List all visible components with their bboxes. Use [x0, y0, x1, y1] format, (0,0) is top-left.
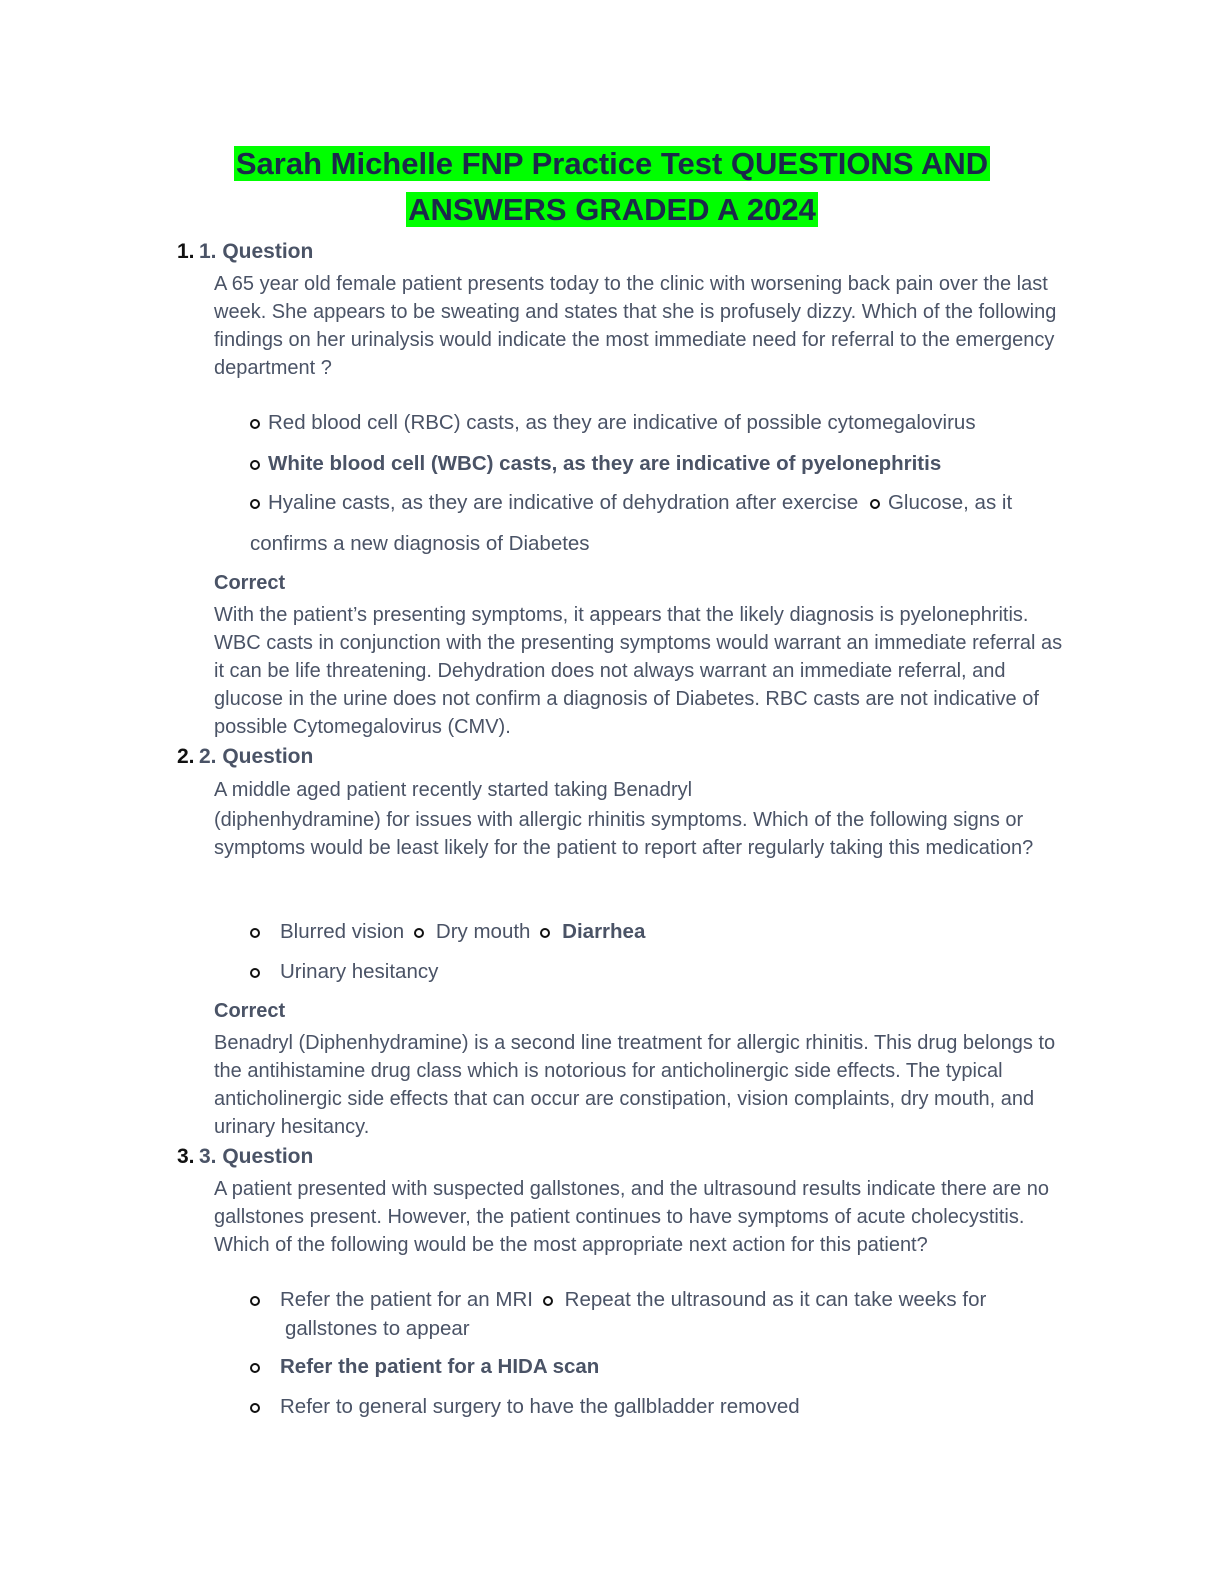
question-3-heading [177, 1145, 313, 1169]
question-2-correct-label: Correct [214, 1000, 286, 1022]
circle-bullet-icon [414, 928, 424, 938]
question-2-options-row [250, 920, 645, 944]
circle-bullet-icon [250, 499, 260, 509]
question-2-option-1: Blurred vision [280, 920, 405, 943]
question-3-option-4: Refer to general surgery to have the gallbladder removed [250, 1395, 800, 1419]
circle-bullet-icon [250, 968, 260, 978]
document-title-line-1: Sarah Michelle FNP Practice Test QUESTIONS AND [235, 146, 989, 181]
question-2-heading [177, 745, 313, 769]
question-2-text-line-1: A middle aged patient recently started taking Benadryl [214, 779, 693, 801]
question-1-text: A 65 year old female patient presents today to the clinic with worsening back pain over the last week. She appears to be sweating and states that she is profusely dizzy. Which of the following findings on her urinalysis would indicate the most immediate need for referral to the emergency department ? [214, 273, 1057, 379]
question-2-explanation: Benadryl (Diphenhydramine) is a second line treatment for allergic rhinitis. This drug belongs to the antihistamine drug class which is notorious for anticholinergic side effects. The typical anticholinergic side effects that can occur are constipation, vision complaints, dry mouth, and urinary hesitancy. [214, 1032, 1056, 1138]
question-3-option-2: Repeat the ultrasound as it can take weeks for [564, 1288, 987, 1311]
question-1-correct-label: Correct [214, 572, 286, 594]
circle-bullet-icon [870, 499, 880, 509]
question-1-option-1: Red blood cell (RBC) casts, as they are indicative of possible cytomegalovirus [250, 411, 976, 435]
circle-bullet-icon [250, 419, 260, 429]
question-1-explanation: With the patient’s presenting symptoms, it appears that the likely diagnosis is pyelonephritis. WBC casts in conjunction with the presenting symptoms would warrant an immediate referral as it can be life threatening. Dehydration does not always warrant an immediate referral, and glucose in the urine does not confirm a diagnosis of Diabetes. RBC casts are not indicative of possible Cytomegalovirus (CMV). [214, 604, 1063, 738]
question-3-text: A patient presented with suspected gallstones, and the ultrasound results indicate there are no gallstones present. However, the patient continues to have symptoms of acute cholecystitis. Which of the following would be the most appropriate next action for this patient? [214, 1178, 1049, 1256]
question-1-option-4-continued: confirms a new diagnosis of Diabetes [250, 532, 590, 555]
question-2-option-4: Urinary hesitancy [250, 960, 438, 984]
circle-bullet-icon [250, 928, 260, 938]
circle-bullet-icon [543, 1296, 553, 1306]
question-number: 2. [177, 745, 195, 768]
question-number: 3. [177, 1145, 195, 1168]
question-3-option-1: Refer the patient for an MRI [280, 1288, 533, 1311]
question-number: 1. [177, 240, 195, 263]
question-label: 1. Question [198, 240, 314, 263]
question-3-options-row [250, 1288, 986, 1312]
question-2-option-3-answer: Diarrhea [562, 920, 646, 943]
question-1-heading [177, 240, 313, 264]
circle-bullet-icon [250, 1363, 260, 1373]
question-1-option-2-answer: White blood cell (WBC) casts, as they are indicative of pyelonephritis [250, 452, 941, 476]
circle-bullet-icon [250, 460, 260, 470]
document-title-line-2: ANSWERS GRADED A 2024 [408, 192, 816, 227]
question-2-text: (diphenhydramine) for issues with allergic rhinitis symptoms. Which of the following signs or symptoms would be least likely for the patient to report after regularly taking this medication? [214, 809, 1034, 859]
question-label: 3. Question [198, 1145, 314, 1168]
question-1-option-3: Hyaline casts, as they are indicative of dehydration after exercise Glucose, as it [250, 491, 1012, 515]
question-label: 2. Question [198, 745, 314, 768]
question-3-option-3-answer: Refer the patient for a HIDA scan [250, 1355, 599, 1379]
question-2-option-2: Dry mouth [435, 920, 531, 943]
circle-bullet-icon [250, 1403, 260, 1413]
circle-bullet-icon [250, 1296, 260, 1306]
circle-bullet-icon [540, 928, 550, 938]
question-3-option-2-continued: gallstones to appear [285, 1317, 470, 1340]
